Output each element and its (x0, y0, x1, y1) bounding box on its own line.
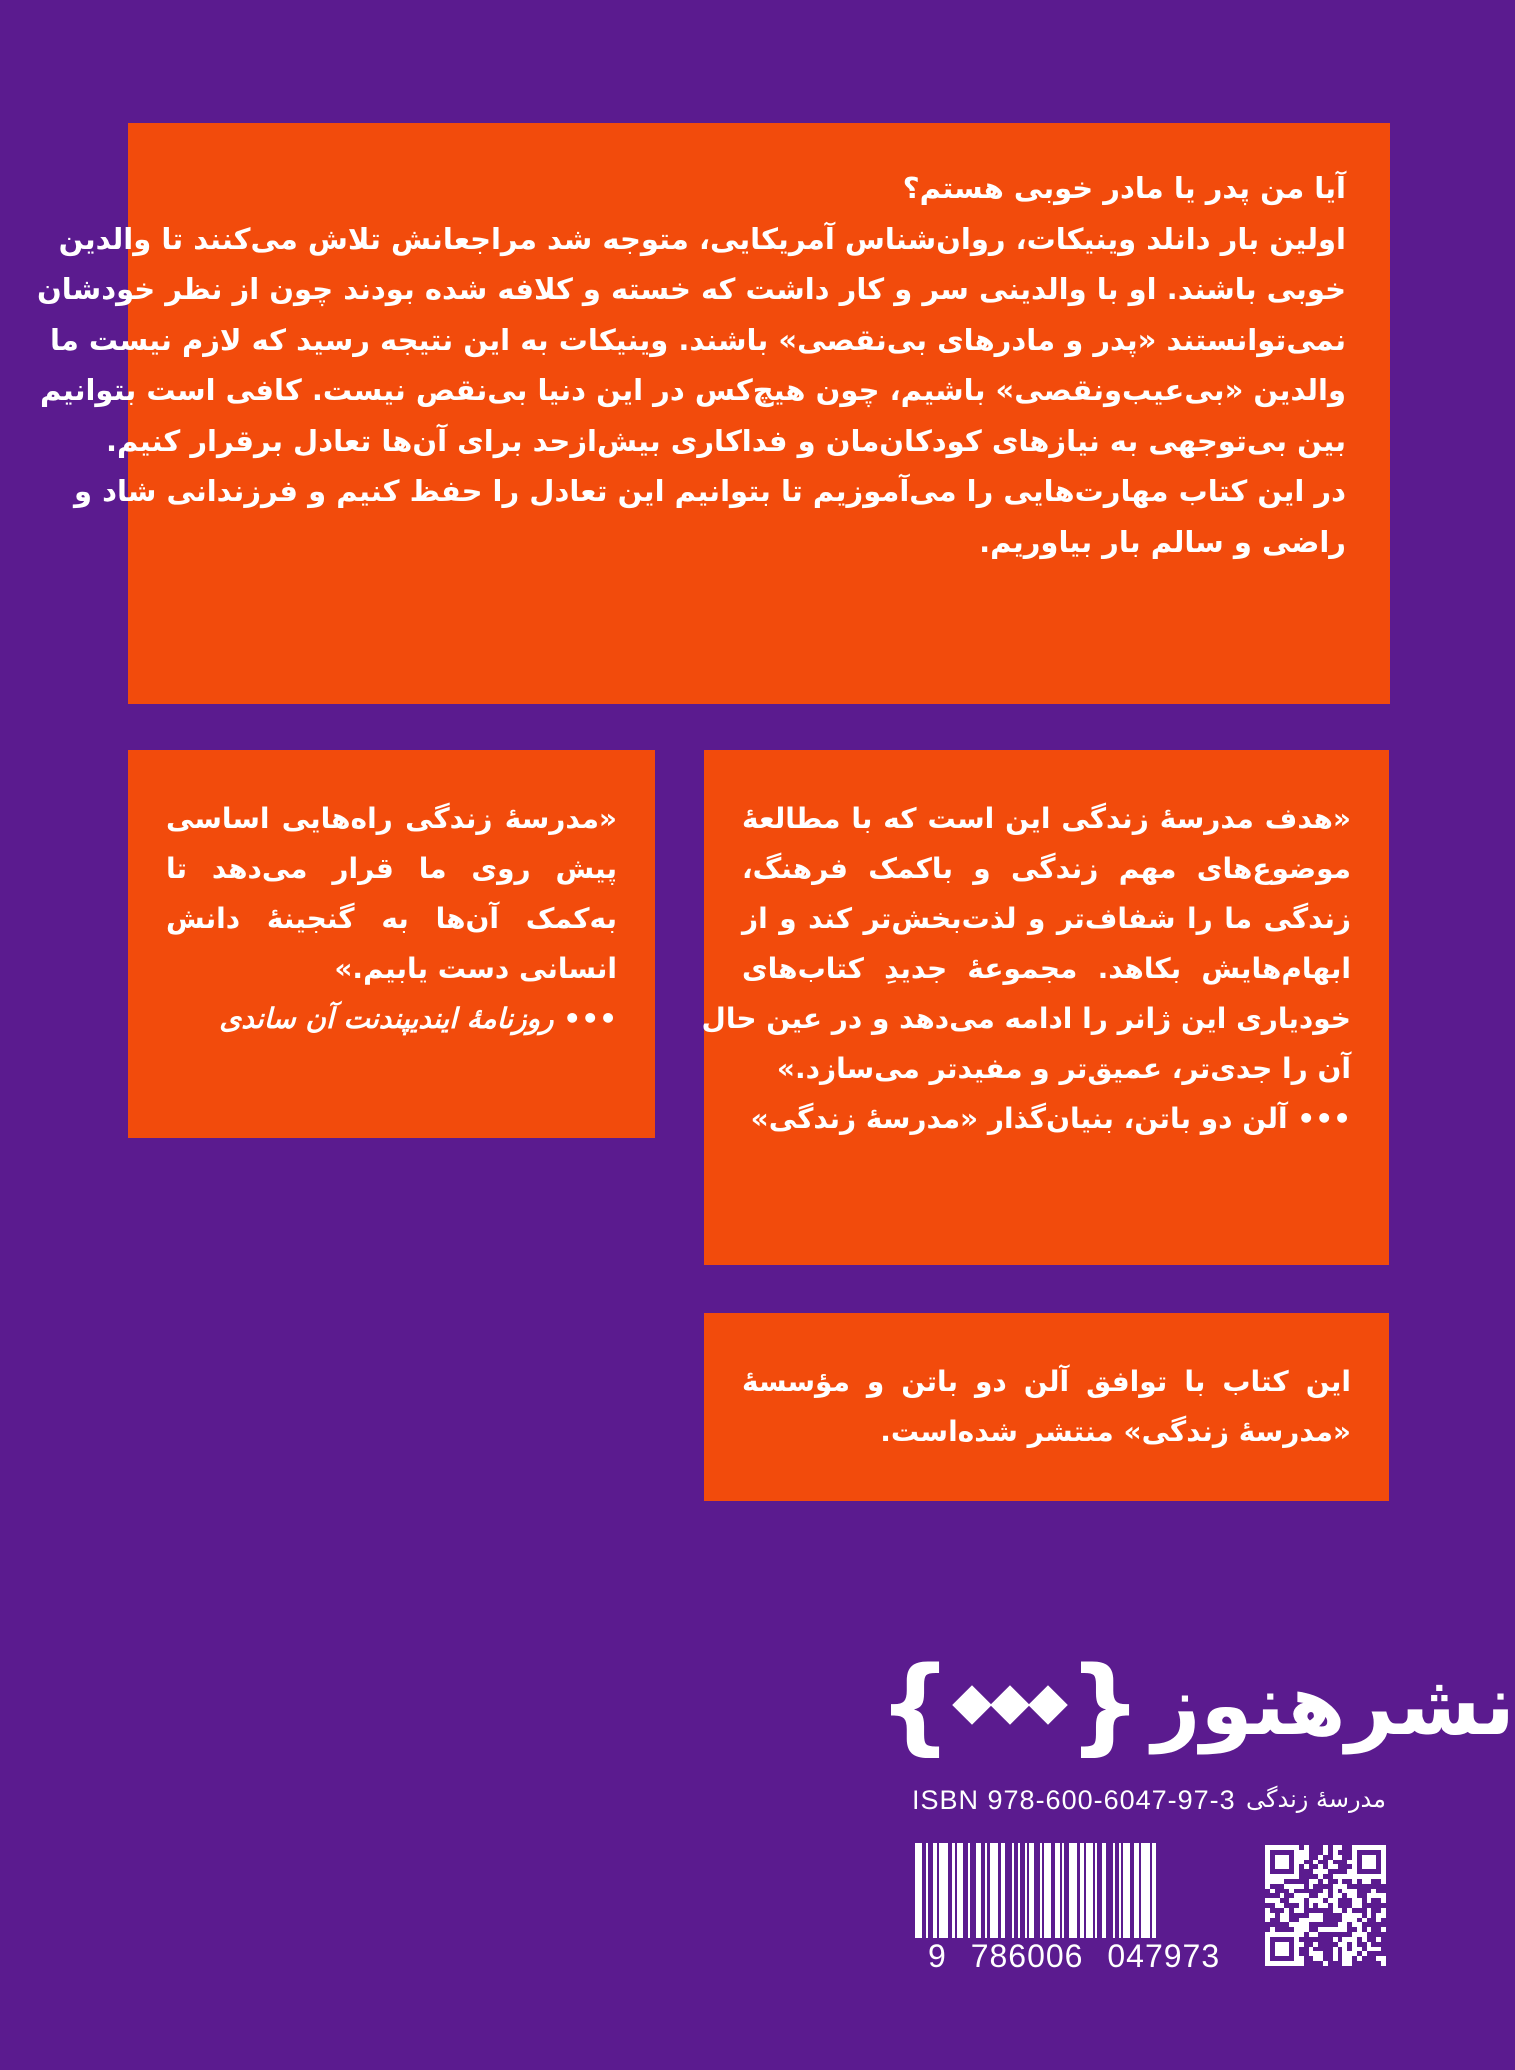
quote-line: زندگی ما را شفاف‌تر و لذت‌بخش‌تر کند و از (742, 902, 1351, 935)
barcode-digits: 9 786006 047973 (928, 1938, 1221, 1974)
quote-line: پیش روی ما قرار می‌دهد تا (166, 852, 617, 885)
barcode-bar (1156, 1843, 1160, 1938)
logo-brace-close: } (1068, 1644, 1143, 1766)
publisher-name: نشرهنوز (1152, 1656, 1515, 1754)
description-line: خوبی باشند. او با والدینی سر و کار داشت که خسته و کلافه شده بودند چون از نظر خودشان (37, 272, 1346, 306)
quote-line: ابهام‌هایش بکاهد. مجموعهٔ جدیدِ کتاب‌های (742, 952, 1351, 985)
quote-line: «هدف مدرسهٔ زندگی این است که با مطالعهٔ (742, 802, 1351, 835)
description-line: اولین بار دانلد وینیکات، روان‌شناس آمریکایی، متوجه شد مراجعانش تلاش می‌کنند تا والدین (58, 221, 1346, 256)
barcode-bar (970, 1843, 977, 1938)
quote-line: خودیاری این ژانر را ادامه می‌دهد و در عین حال (701, 1002, 1351, 1035)
publication-notice (704, 1313, 1389, 1501)
barcode-bar (1141, 1843, 1150, 1938)
barcode-bar (1069, 1843, 1078, 1938)
quote-de-botton (701, 750, 1389, 1265)
isbn: ISBN 978-600-6047-97-3 (912, 1785, 1236, 1815)
description-line: در این کتاب مهارت‌هایی را می‌آموزیم تا بتوانیم این تعادل را حفظ کنیم و فرزندانی شاد و (74, 474, 1346, 508)
barcode-bar (939, 1843, 948, 1938)
barcode-bar (915, 1843, 922, 1938)
barcode-bar (1123, 1843, 1130, 1938)
barcode-bar (990, 1843, 999, 1938)
series-name: مدرسهٔ زندگی (1246, 1785, 1386, 1813)
logo-dots-icon (958, 1691, 1062, 1719)
barcode-bar (1005, 1843, 1012, 1938)
barcode-icon (915, 1843, 1225, 1938)
quote-line: به‌کمک آن‌ها به گنجینهٔ دانش (166, 902, 617, 935)
barcode-bar (957, 1843, 964, 1938)
barcode-bar (1034, 1843, 1041, 1938)
notice-line: «مدرسهٔ زندگی» منتشر شده‌است. (880, 1415, 1351, 1448)
quote-line: آن را جدی‌تر، عمیق‌تر و مفیدتر می‌سازد.» (776, 1052, 1351, 1085)
quote-independent (128, 750, 655, 1138)
description-panel (37, 123, 1390, 704)
quote-line: انسانی دست یابیم.» (334, 952, 617, 985)
barcode-bar (1106, 1843, 1113, 1938)
qr-code-icon (1265, 1845, 1386, 1966)
qr-module (1381, 1961, 1386, 1966)
notice-line: این کتاب با توافق آلن دو باتن و مؤسسهٔ (742, 1365, 1351, 1398)
publisher-logo (878, 1644, 1515, 1766)
description-heading: آیا من پدر یا مادر خوبی هستم؟ (902, 171, 1346, 205)
description-line: راضی و سالم بار بیاوریم. (979, 524, 1346, 559)
barcode-bar (1044, 1843, 1051, 1938)
description-line: بین بی‌توجهی به نیازهای کودکان‌مان و فداکاری بیش‌ازحد برای آن‌ها تعادل برقرار کنیم. (105, 423, 1346, 458)
logo-brace-open: { (878, 1644, 953, 1766)
description-line: نمی‌توانستند «پدر و مادرهای بی‌نقصی» باشند. وینیکات به این نتیجه رسید که لازم نیست ما (49, 322, 1346, 357)
quote-source: ••• روزنامهٔ ایندیپندنت آن ساندی (219, 1002, 617, 1035)
quote-line: موضوع‌های مهم زندگی و باکمک فرهنگ، (742, 852, 1351, 885)
description-line: والدین «بی‌عیب‌ونقصی» باشیم، چون هیچ‌کس در این دنیا بی‌نقص نیست. کافی است بتوانیم (40, 373, 1346, 407)
quote-source: ••• آلن دو باتن، بنیان‌گذار «مدرسهٔ زندگی» (750, 1102, 1351, 1135)
barcode-bar (1086, 1843, 1093, 1938)
quote-line: «مدرسهٔ زندگی راه‌هایی اساسی (166, 802, 617, 835)
